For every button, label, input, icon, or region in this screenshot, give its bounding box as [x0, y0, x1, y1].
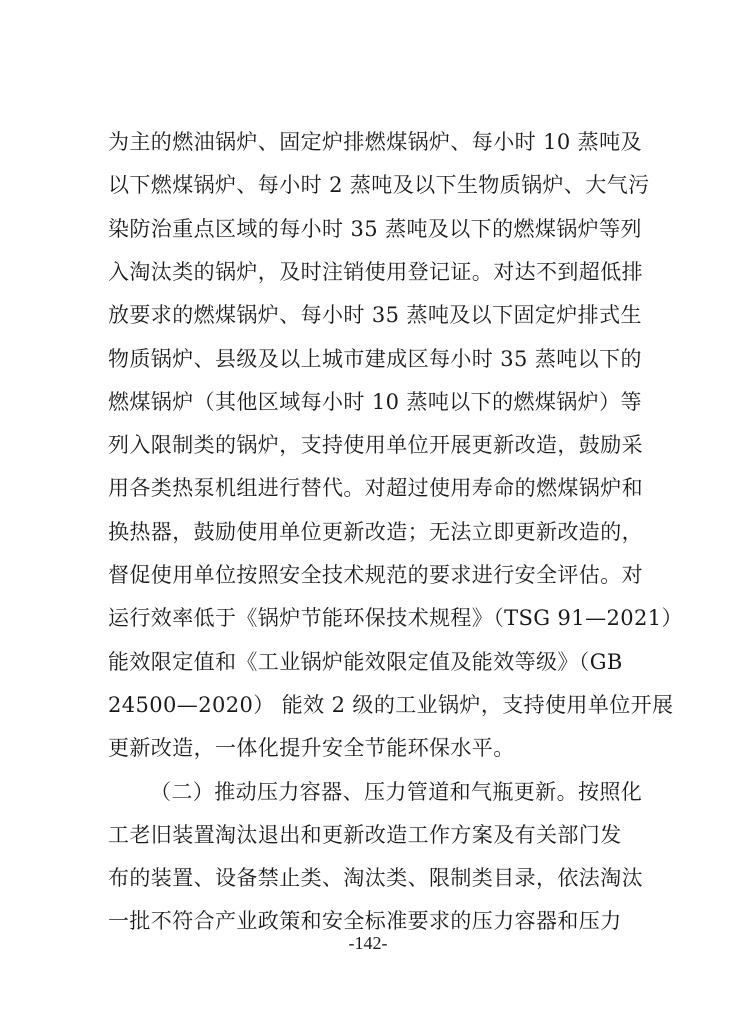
paragraph-1-line-7: 燃煤锅炉（其他区域每小时 10 蒸吨以下的燃煤锅炉）等: [108, 390, 642, 414]
paragraph-1-line-6: 物质锅炉、县级及以上城市建成区每小时 35 蒸吨以下的: [108, 347, 642, 371]
paragraph-1-line-8: 列入限制类的锅炉，支持使用单位开展更新改造，鼓励采: [108, 433, 643, 457]
paragraph-1-line-11: 督促使用单位按照安全技术规范的要求进行安全评估。对: [108, 563, 643, 587]
paragraph-1-line-3: 染防治重点区域的每小时 35 蒸吨及以下的燃煤锅炉等列: [108, 217, 642, 241]
paragraph-1-line-2: 以下燃煤锅炉、每小时 2 蒸吨及以下生物质锅炉、大气污: [108, 173, 650, 197]
page-number: -142-: [348, 933, 388, 953]
paragraph-1-line-12: 运行效率低于《锅炉节能环保技术规程》（TSG 91—2021）: [108, 606, 683, 630]
paragraph-1-line-9: 用各类热泵机组进行替代。对超过使用寿命的燃煤锅炉和: [108, 476, 643, 500]
paragraph-2-line-1: （二）推动压力容器、压力管道和气瓶更新。按照化: [150, 780, 643, 804]
paragraph-2-line-2: 工老旧装置淘汰退出和更新改造工作方案及有关部门发: [108, 823, 622, 847]
paragraph-1-line-4: 入淘汰类的锅炉，及时注销使用登记证。对达不到超低排: [108, 260, 643, 284]
paragraph-2-line-3: 布的装置、设备禁止类、淘汰类、限制类目录，依法淘汰: [108, 866, 643, 890]
paragraph-1-line-14: 24500—2020） 能效 2 级的工业锅炉，支持使用单位开展: [108, 693, 674, 717]
paragraph-1-line-5: 放要求的燃煤锅炉、每小时 35 蒸吨及以下固定炉排式生: [108, 303, 642, 327]
paragraph-1-line-10: 换热器，鼓励使用单位更新改造；无法立即更新改造的，: [108, 520, 643, 544]
paragraph-1-line-15: 更新改造，一体化提升安全节能环保水平。: [108, 736, 515, 760]
paragraph-1-line-1: 为主的燃油锅炉、固定炉排燃煤锅炉、每小时 10 蒸吨及: [108, 130, 642, 154]
paragraph-2-line-4: 一批不符合产业政策和安全标准要求的压力容器和压力: [108, 909, 622, 933]
paragraph-1-line-13: 能效限定值和《工业锅炉能效限定值及能效等级》（GB: [108, 650, 623, 674]
